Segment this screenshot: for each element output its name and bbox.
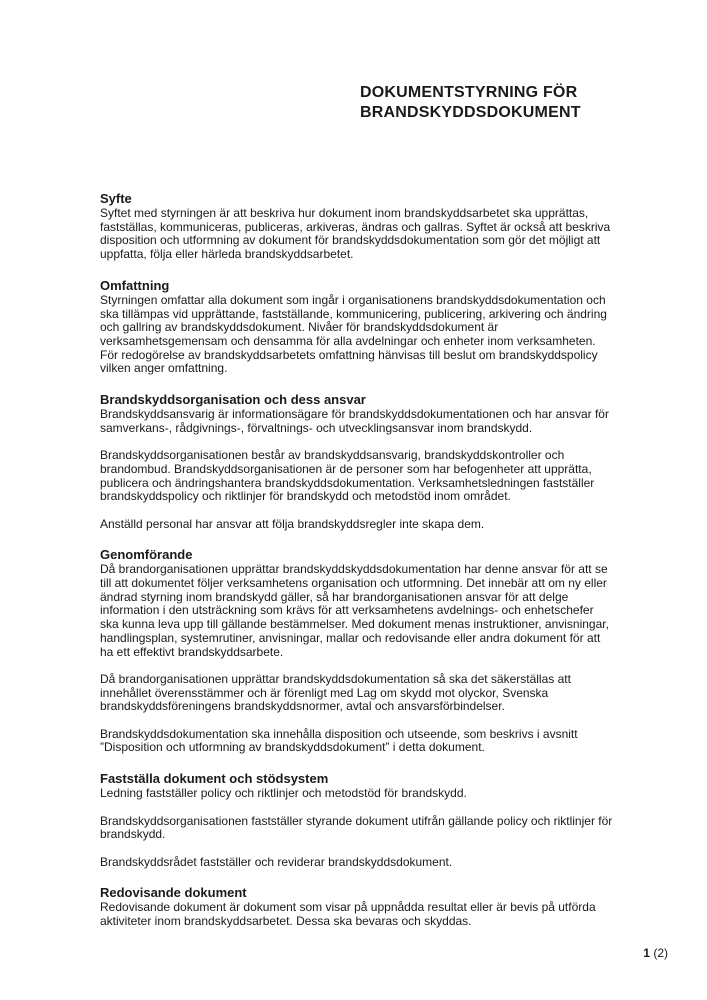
section — [100, 278, 615, 376]
page-total: (2) — [653, 946, 668, 960]
paragraph: Brandskyddsdokumentation ska innehålla disposition och utseende, som beskrivs i avsnitt ”Disposition och utformning av brandskyddsdokument” i detta dokument. — [100, 726, 578, 755]
section-heading: Redovisande dokument — [100, 885, 247, 901]
document-body — [100, 191, 615, 929]
section-heading: Brandskyddsorganisation och dess ansvar — [100, 392, 366, 408]
paragraph: Anställd personal har ansvar att följa brandskyddsregler inte skapa dem. — [100, 516, 485, 531]
paragraph: Ledning fastställer policy och riktlinjer och metodstöd för brandskydd. — [100, 786, 467, 801]
section — [100, 547, 615, 755]
document-title — [360, 83, 581, 123]
section — [100, 885, 615, 928]
page-number: 1 — [643, 946, 650, 960]
section — [100, 191, 615, 262]
paragraph: Brandskyddsansvarig är informationsägare för brandskyddsdokumentationen och har ansvar för samverkans-, rådgivnings-, förvaltnings- och utvecklingsansvar inom brandskydd. — [100, 407, 609, 435]
paragraph: Redovisande dokument är dokument som visar på uppnådda resultat eller är bevis på utförda aktiviteter inom brandskyddsarbetet. Dessa ska bevaras och skyddas. — [100, 900, 596, 929]
section-heading: Genomförande — [100, 547, 193, 563]
paragraph: Styrningen omfattar alla dokument som ingår i organisationens brandskyddsdokumentation och ska tillämpas vid upprättande, fastställande, kommunicering, publicering, arkivering och ändring och gallring av brandskyddsdokument. Nivåer för brandskyddsdokument är verksamhetsgemensam och densamma för alla avdelningar och enheter inom verksamheten. För redogörelse av brandskyddsarbetets omfattning hänvisas till beslut om brandskyddspolicy vilken anger omfattning. — [100, 292, 607, 376]
paragraph: Brandskyddsorganisationen fastställer styrande dokument utifrån gällande policy och riktlinjer för brandskydd. — [100, 813, 613, 842]
section — [100, 392, 615, 531]
paragraph: Brandskyddsrådet fastställer och reviderar brandskyddsdokument. — [100, 854, 453, 869]
section-heading: Omfattning — [100, 277, 170, 293]
section-heading: Fastställa dokument och stödsystem — [100, 771, 329, 787]
paragraph: Då brandorganisationen upprättar brandskyddskyddsdokumentation har denne ansvar för att se till att dokumentet följer verksamhetens organisation och utformning. Det innebär att om ny eller ändrad styrning inom brandskydd gäller, så har brandorganisationen ansvar för att delge information i den utsträckning som krävs för att verksamhetens avdelnings- och enhetschefer ska kunna leva upp till gällande bestämmelser. Med dokument menas instruktioner, anvisningar, handlingsplan, systemrutiner, anvisningar, mallar och redovisande eller andra dokument för att ha ett effektivt brandskyddsarbete. — [100, 562, 609, 659]
paragraph: Syftet med styrningen är att beskriva hur dokument inom brandskyddsarbetet ska upprättas, fastställas, kommuniceras, publiceras, arkiveras, ändras och gallras. Syftet är också att beskriva disposition och utformning av dokument för brandskyddsdokumentation som gör det möjligt att uppfatta, följa eller härleda brandskyddsarbetet. — [100, 206, 611, 262]
paragraph: Brandskyddsorganisationen består av brandskyddsansvarig, brandskyddskontroller och brandombud. Brandskyddsorganisationen är de personer som har befogenheter att upprätta, publicera och ändringshantera brandskyddsdokumentation. Verksamhetsledningen fastställer brandskyddspolicy och riktlinjer för brandskydd och metodstöd inom området. — [100, 448, 595, 504]
document-title-line1: DOKUMENTSTYRNING FÖR — [360, 84, 578, 101]
paragraph: Då brandorganisationen upprättar brandskyddsdokumentation så ska det säkerställas att innehållet överensstämmer och är förenligt med Lag om skydd mot olyckor, Svenska brandskyddsföreningens brandskyddsnormer, avtal och ansvarsförbindelser. — [100, 671, 571, 714]
document-title-line2: BRANDSKYDDSDOKUMENT — [360, 104, 581, 121]
section-heading: Syfte — [100, 191, 132, 206]
section — [100, 771, 615, 869]
page-footer — [643, 946, 668, 960]
